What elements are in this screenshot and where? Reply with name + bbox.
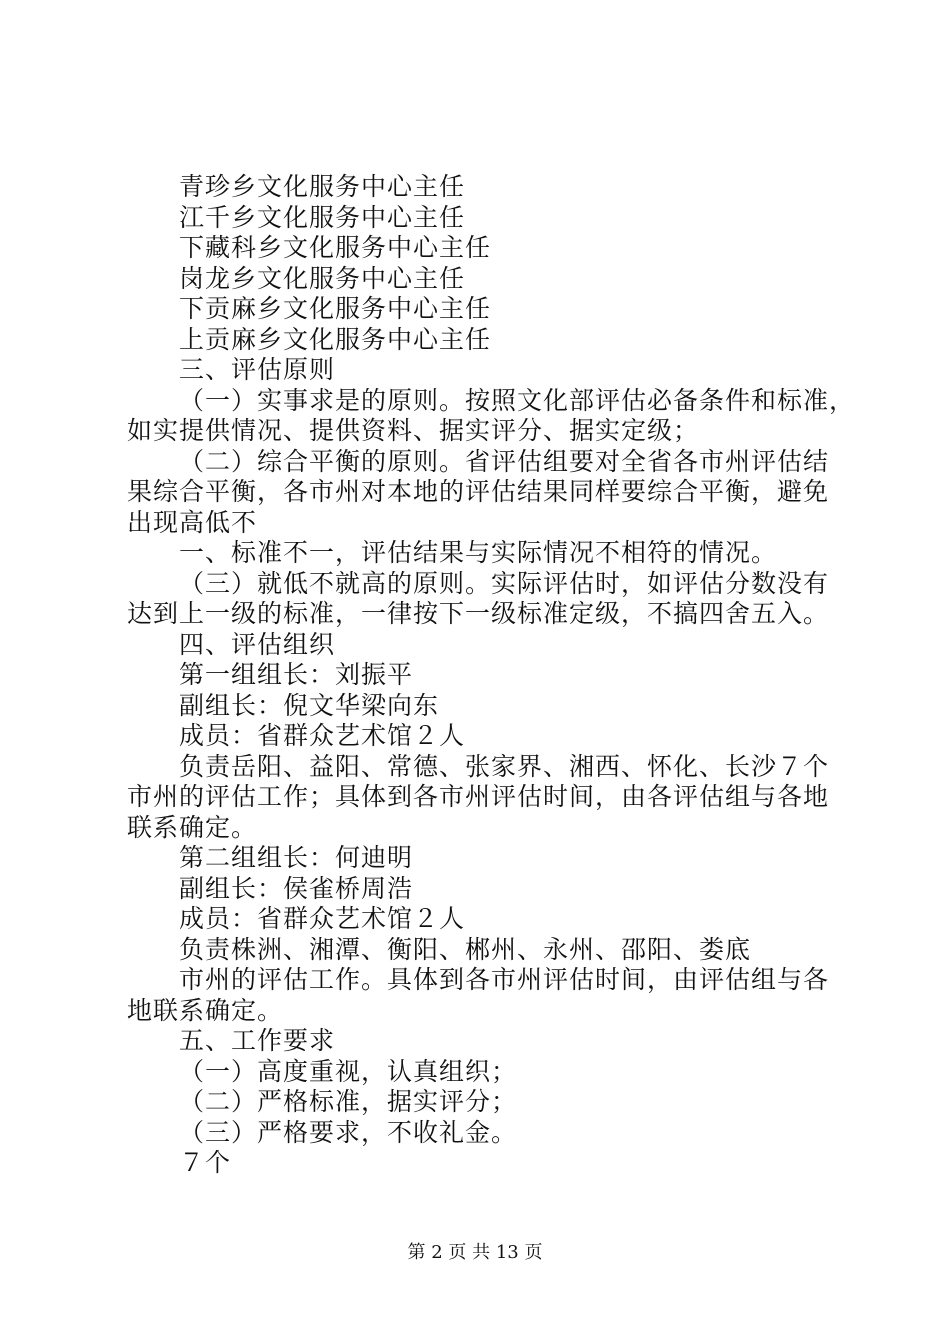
- text-line: （一）高度重视，认真组织；: [179, 1056, 518, 1086]
- text-line: 一、标准不一，评估结果与实际情况不相符的情况。: [179, 538, 778, 567]
- text-line: 果综合平衡，各市州对本地的评估结果同样要综合平衡，避免: [127, 477, 830, 506]
- text-line: 成员：省群众艺术馆２人: [179, 721, 466, 750]
- text-line: （二）严格标准，据实评分；: [179, 1087, 518, 1116]
- text-line: 达到上一级的标准，一律按下一级标准定级，不搞四舍五入。: [127, 599, 830, 628]
- text-line: 上贡麻乡文化服务中心主任: [179, 324, 492, 354]
- text-line: 下贡麻乡文化服务中心主任: [179, 294, 492, 323]
- text-line: 五、工作要求: [179, 1026, 336, 1055]
- text-line: 三、评估原则: [179, 355, 336, 384]
- text-line: 成员：省群众艺术馆２人: [179, 904, 466, 933]
- document-body: [127, 172, 856, 1179]
- text-line: 出现高低不: [127, 507, 258, 537]
- text-line: 副组长：侯雀桥周浩: [179, 873, 414, 903]
- text-line: 联系确定。: [127, 812, 258, 842]
- text-line: 下藏科乡文化服务中心主任: [179, 233, 492, 262]
- text-line: 岗龙乡文化服务中心主任: [179, 263, 466, 293]
- page-footer: 第 2 页 共 13 页: [407, 1242, 543, 1263]
- text-line: 市州的评估工作。具体到各市州评估时间，由评估组与各: [179, 965, 830, 994]
- text-line: 市州的评估工作；具体到各市州评估时间，由各评估组与各地: [127, 782, 830, 811]
- text-line: （三）严格要求，不收礼金。: [179, 1117, 518, 1147]
- text-line: 地联系确定。: [127, 995, 284, 1025]
- text-line: （一）实事求是的原则。按照文化部评估必备条件和标准，: [179, 385, 856, 415]
- text-line: 副组长：倪文华梁向东: [179, 690, 440, 720]
- text-line: 江千乡文化服务中心主任: [179, 202, 466, 232]
- text-line: 如实提供情况、提供资料、据实评分、据实定级；: [127, 416, 700, 445]
- text-line: ７个: [179, 1148, 232, 1177]
- text-line: 负责岳阳、益阳、常德、张家界、湘西、怀化、长沙７个: [179, 751, 830, 781]
- text-line: （二）综合平衡的原则。省评估组要对全省各市州评估结: [179, 446, 830, 476]
- text-line: 第二组组长：何迪明: [179, 843, 414, 872]
- text-line: （三）就低不就高的原则。实际评估时，如评估分数没有: [179, 568, 830, 598]
- text-line: 负责株洲、湘潭、衡阳、郴州、永州、邵阳、娄底: [179, 934, 752, 964]
- text-line: 四、评估组织: [179, 629, 336, 659]
- text-line: 第一组组长：刘振平: [179, 660, 414, 689]
- text-line: 青珍乡文化服务中心主任: [179, 172, 466, 201]
